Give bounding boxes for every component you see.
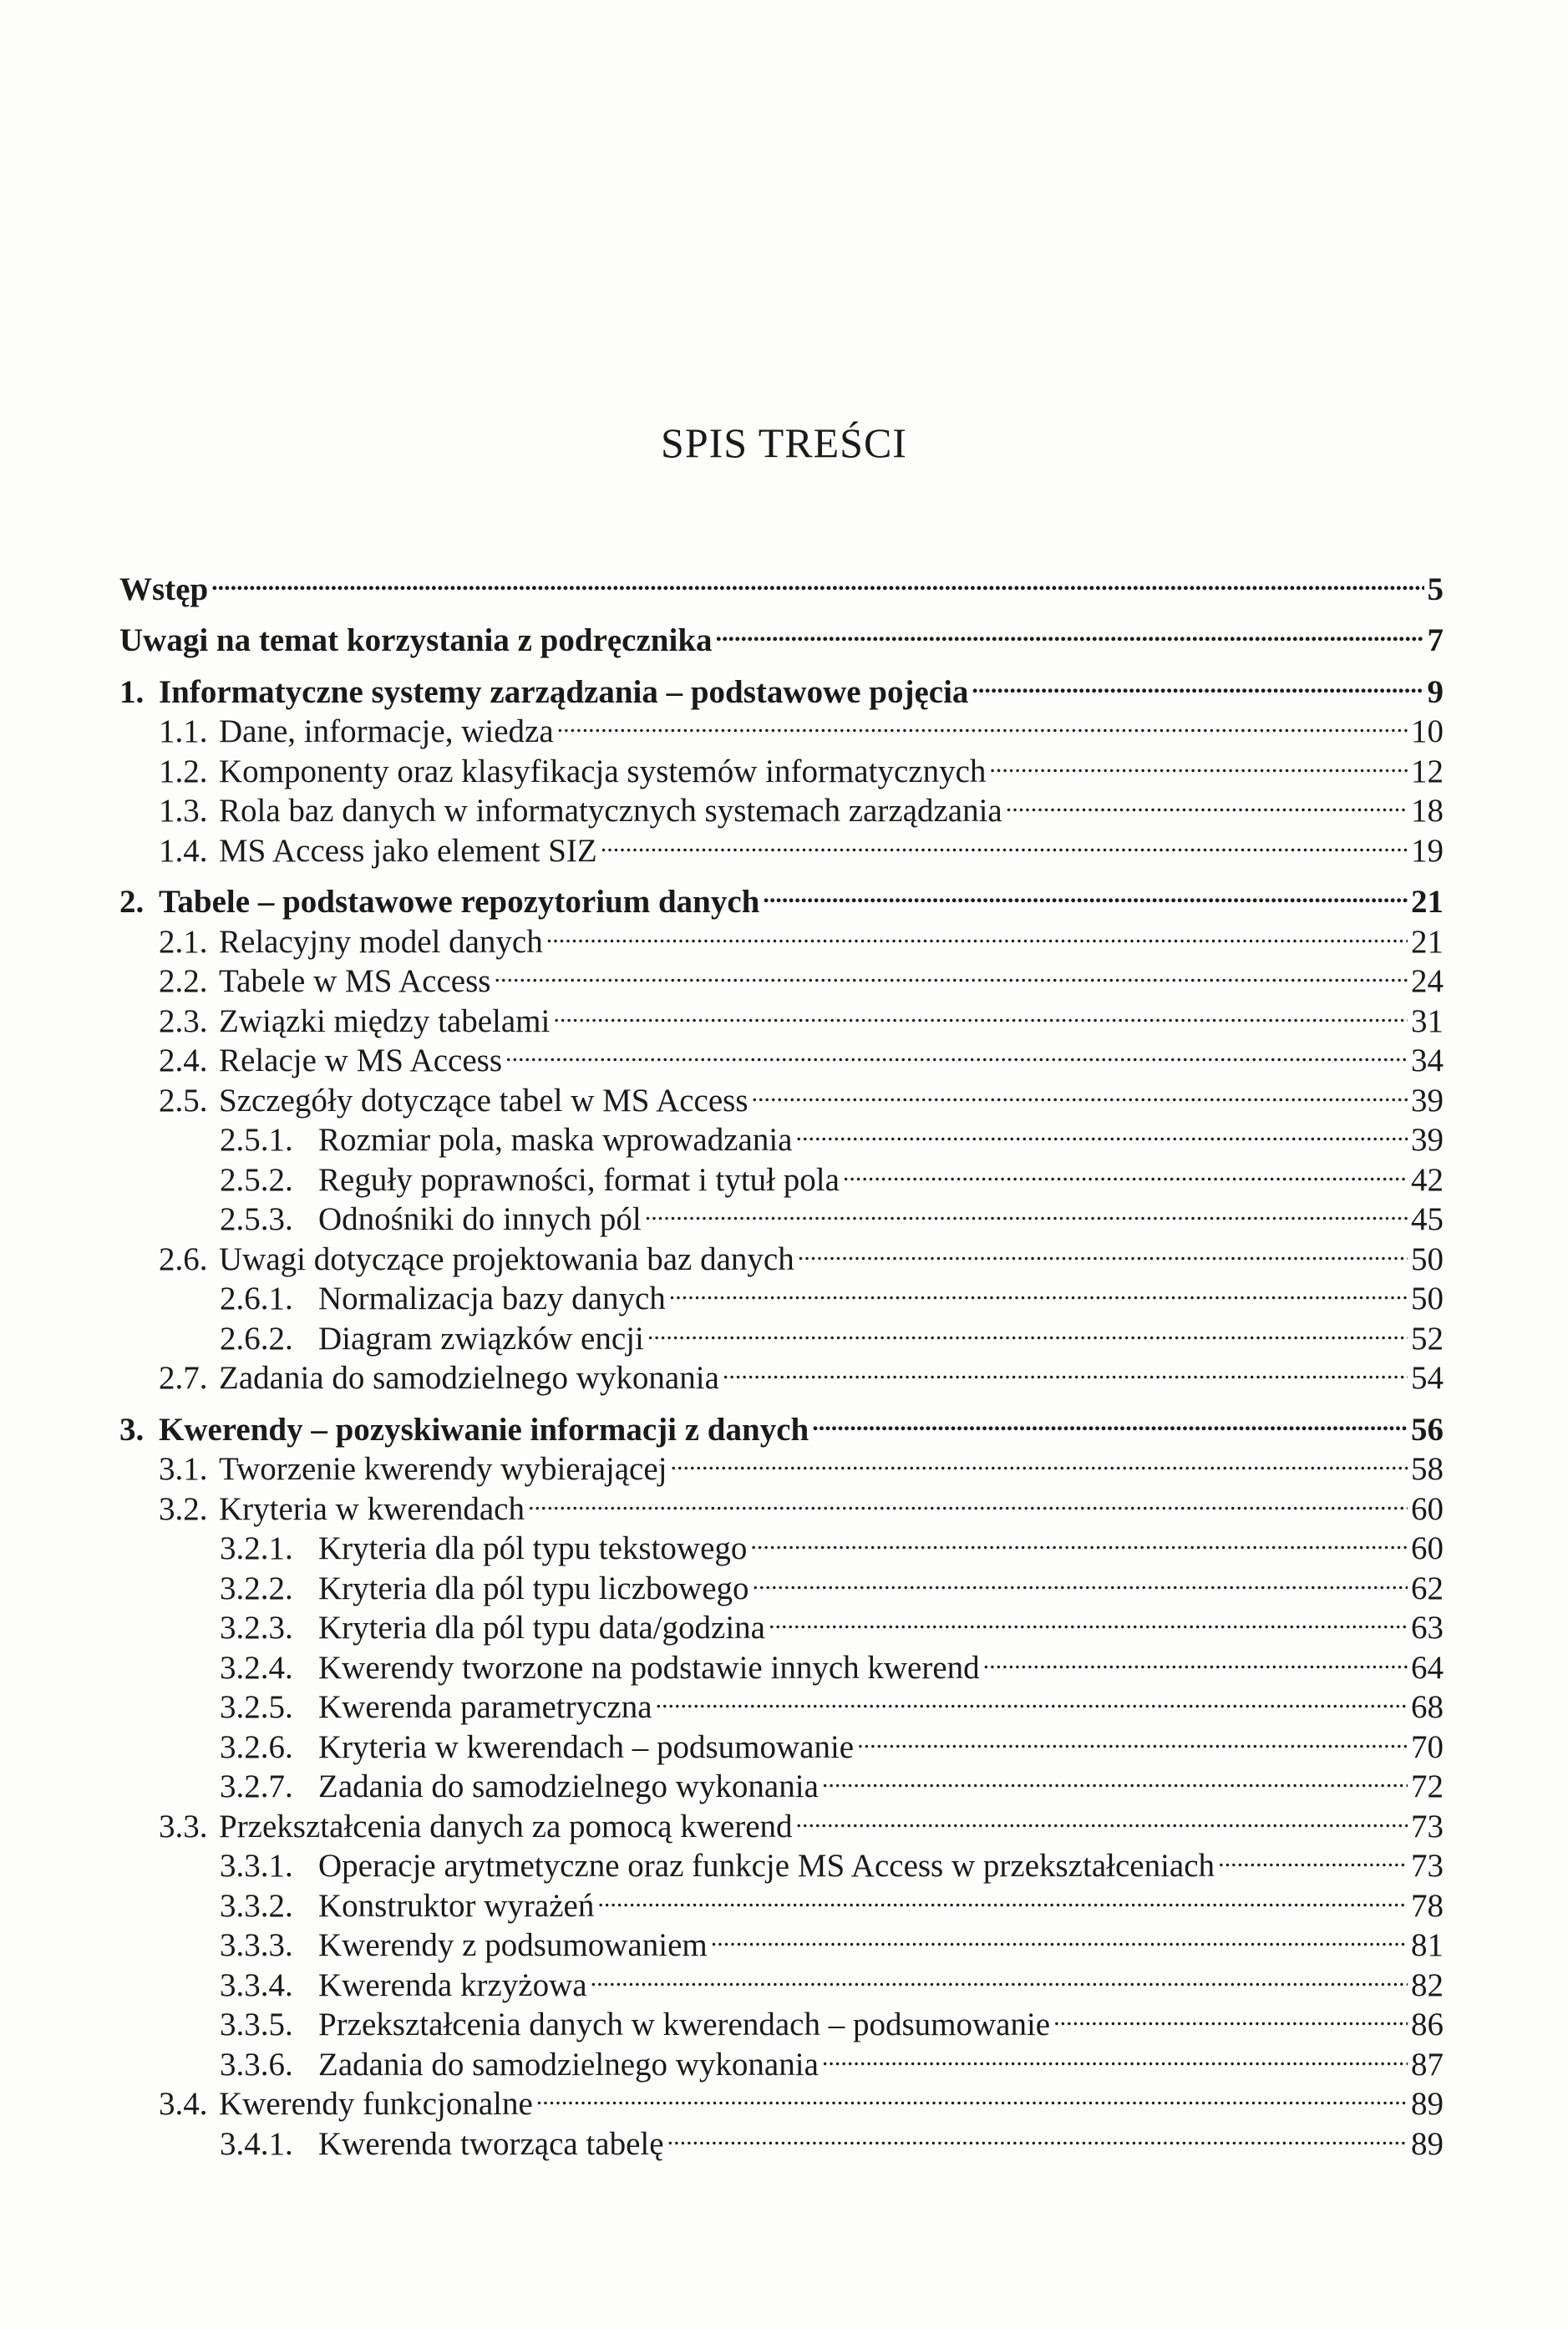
toc-entry-number: 1.2. — [159, 753, 208, 789]
toc-entry-page-number: 39 — [1411, 1082, 1444, 1119]
toc-entry-page-number: 45 — [1411, 1201, 1444, 1237]
toc-entry-number: 3.2.7. — [220, 1768, 293, 1804]
dot-leader — [557, 703, 1408, 743]
toc-entry-title: Dane, informacje, wiedza — [219, 713, 554, 749]
toc-entry-page-number: 10 — [1411, 713, 1444, 749]
toc-entry-page-number: 50 — [1411, 1241, 1444, 1277]
dot-leader — [972, 662, 1423, 703]
toc-entry-title: Informatyczne systemy zarządzania – podstawowe pojęcia — [159, 673, 969, 710]
dot-leader — [671, 1440, 1408, 1480]
toc-entry-title: Kryteria w kwerendach — [219, 1490, 525, 1527]
toc-entry-page-number: 5 — [1427, 571, 1444, 607]
toc-entry-number: 3.2. — [159, 1490, 208, 1527]
dot-leader — [669, 1270, 1408, 1310]
toc-entry-page-number: 72 — [1411, 1768, 1444, 1804]
dot-leader — [597, 1876, 1408, 1916]
toc-entry-page-number: 87 — [1411, 2046, 1444, 2083]
dot-leader — [857, 1718, 1408, 1758]
toc-entry-number: 1.3. — [159, 793, 208, 829]
toc-entry-number: 2.7. — [159, 1360, 208, 1396]
toc-entry-page-number: 60 — [1411, 1490, 1444, 1527]
toc-entry-page-number: 64 — [1411, 1649, 1444, 1686]
toc-entry-title: Kwerendy z podsumowaniem — [318, 1927, 708, 1963]
toc-entry-title: Przekształcenia danych w kwerendach – podsumowanie — [318, 2007, 1051, 2042]
dot-leader — [723, 1349, 1408, 1389]
toc-entry-title: Kryteria dla pól typu data/godzina — [318, 1610, 765, 1646]
toc-entry-title: Kwerenda krzyżowa — [318, 1966, 587, 2003]
dot-leader — [750, 1520, 1408, 1560]
toc-entry-title: Tabele w MS Access — [219, 963, 491, 999]
dot-leader — [822, 1758, 1408, 1798]
toc-entry-number: 3.3.1. — [220, 1848, 293, 1884]
toc-entry-number: 3.3.2. — [220, 1887, 293, 1924]
dot-leader — [546, 912, 1408, 952]
toc-entry-page-number: 50 — [1411, 1281, 1444, 1317]
toc-entry-number: 3.2.3. — [220, 1610, 293, 1646]
toc-entry — [119, 662, 1444, 710]
toc-entry-page-number: 42 — [1411, 1161, 1444, 1198]
toc-entry-number: 3.2.2. — [220, 1570, 293, 1606]
toc-entry-page-number: 73 — [1411, 1808, 1444, 1844]
toc-entry-number: 2.5.3. — [220, 1201, 293, 1237]
toc-entry — [119, 611, 1444, 658]
toc-entry-page-number: 21 — [1411, 884, 1444, 920]
toc-entry-page-number: 89 — [1411, 2086, 1444, 2122]
toc-entry-page-number: 73 — [1411, 1848, 1444, 1884]
toc-entry-title: Kryteria dla pól typu tekstowego — [318, 1530, 748, 1566]
dot-leader — [1006, 782, 1408, 822]
toc-entry-number: 3.3.6. — [220, 2046, 293, 2083]
dot-leader — [769, 1599, 1408, 1639]
toc-entry-page-number: 21 — [1411, 923, 1444, 960]
toc-entry-title: Kwerenda parametryczna — [318, 1689, 652, 1725]
toc-entry-title: Uwagi na temat korzystania z podręcznika — [119, 622, 713, 658]
dot-leader — [716, 611, 1424, 652]
toc-entry-title: Relacyjny model danych — [219, 923, 543, 960]
page-title: SPIS TREŚCI — [661, 419, 907, 466]
toc-entry-title: Kryteria dla pól typu liczbowego — [318, 1570, 749, 1606]
toc-entry-page-number: 24 — [1411, 963, 1444, 999]
toc-entry-number: 2.5.1. — [220, 1122, 293, 1158]
toc-entry-page-number: 52 — [1411, 1320, 1444, 1357]
dot-leader — [753, 1559, 1408, 1599]
dot-leader — [1218, 1837, 1408, 1877]
toc-entry-page-number: 60 — [1411, 1530, 1444, 1566]
toc-entry-page-number: 18 — [1411, 793, 1444, 829]
toc-entry-page-number: 81 — [1411, 1927, 1444, 1963]
toc-entry-page-number: 89 — [1411, 2125, 1444, 2162]
toc-entry-number: 3.4.1. — [220, 2125, 293, 2162]
toc-entry-page-number: 31 — [1411, 1002, 1444, 1039]
toc-entry-number: 2.6. — [159, 1241, 208, 1277]
toc-entry-title: Wstęp — [119, 571, 209, 607]
toc-entry-page-number: 78 — [1411, 1887, 1444, 1924]
toc-entry-title: MS Access jako element SIZ — [219, 832, 597, 869]
toc-entry-page-number: 7 — [1427, 622, 1444, 658]
toc-entry-title: Tworzenie kwerendy wybierającej — [219, 1451, 667, 1487]
toc-entry-number: 3. — [119, 1411, 145, 1448]
toc-entry-number: 2.5. — [159, 1082, 208, 1119]
dot-leader — [843, 1150, 1408, 1190]
toc-entry-page-number: 12 — [1411, 753, 1444, 789]
toc-entry-page-number: 86 — [1411, 2007, 1444, 2042]
toc-entry-title: Relacje w MS Access — [219, 1043, 503, 1078]
dot-leader — [647, 1309, 1408, 1349]
toc-entry-title: Zadania do samodzielnego wykonania — [318, 1768, 819, 1804]
toc-entry-title: Kryteria w kwerendach – podsumowanie — [318, 1728, 855, 1765]
toc-entry-page-number: 19 — [1411, 832, 1444, 869]
toc-entry-number: 3.2.4. — [220, 1649, 293, 1686]
dot-leader — [601, 821, 1408, 861]
toc-entry-number: 3.3.4. — [220, 1966, 293, 2003]
toc-entry-page-number: 82 — [1411, 1966, 1444, 2003]
dot-leader — [667, 2114, 1408, 2154]
toc-entry-title: Kwerendy funkcjonalne — [219, 2086, 533, 2122]
dot-leader — [528, 1479, 1408, 1520]
toc-entry-page-number: 56 — [1411, 1411, 1444, 1448]
toc-entry-page-number: 62 — [1411, 1570, 1444, 1606]
toc-entry-page-number: 63 — [1411, 1610, 1444, 1646]
dot-leader — [645, 1190, 1408, 1230]
toc-entry-title: Komponenty oraz klasyfikacja systemów informatycznych — [219, 753, 987, 789]
dot-leader — [536, 2075, 1408, 2115]
toc-entry-number: 2.3. — [159, 1002, 208, 1039]
dot-leader — [656, 1678, 1408, 1718]
dot-leader — [553, 992, 1408, 1032]
toc-entry-title: Normalizacja bazy danych — [318, 1281, 666, 1317]
toc-entry-number: 1. — [119, 673, 145, 710]
dot-leader — [812, 1400, 1408, 1440]
toc-entry — [119, 560, 1444, 607]
toc-entry-number: 3.2.1. — [220, 1530, 293, 1566]
toc-entry-title: Zadania do samodzielnego wykonania — [318, 2046, 819, 2083]
toc-entry-title: Kwerenda tworząca tabelę — [318, 2125, 664, 2162]
toc-entry-page-number: 54 — [1411, 1360, 1444, 1396]
toc-entry-title: Rozmiar pola, maska wprowadzania — [318, 1122, 793, 1158]
dot-leader — [763, 873, 1408, 913]
toc-entry-title: Konstruktor wyrażeń — [318, 1887, 595, 1924]
toc-entry-number: 2.2. — [159, 963, 208, 999]
dot-leader — [752, 1071, 1408, 1111]
dot-leader — [822, 2035, 1408, 2075]
toc-entry-title: Kwerendy – pozyskiwanie informacji z danych — [159, 1411, 809, 1448]
toc-entry-title: Operacje arytmetyczne oraz funkcje MS Access w przekształceniach — [318, 1848, 1215, 1884]
toc-entry-page-number: 9 — [1427, 673, 1444, 710]
toc-entry-title: Zadania do samodzielnego wykonania — [219, 1360, 719, 1396]
toc-entry-title: Uwagi dotyczące projektowania baz danych — [219, 1241, 794, 1277]
dot-leader — [494, 952, 1408, 992]
dot-leader — [798, 1230, 1408, 1270]
toc-entry-page-number: 68 — [1411, 1689, 1444, 1725]
toc-entry-page-number: 34 — [1411, 1043, 1444, 1078]
toc-entry-number: 2. — [119, 884, 145, 920]
toc-entry-title: Szczegóły dotyczące tabel w MS Access — [219, 1082, 748, 1119]
toc-entry-number: 2.6.1. — [220, 1281, 293, 1317]
toc-entry-title: Kwerendy tworzone na podstawie innych kwerend — [318, 1649, 980, 1686]
toc-entry-number: 3.3.5. — [220, 2007, 293, 2042]
toc-entry-number: 3.3. — [159, 1808, 208, 1844]
toc-entry-number: 2.4. — [159, 1043, 208, 1078]
dot-leader — [1053, 1996, 1408, 2036]
toc-entry-page-number: 58 — [1411, 1451, 1444, 1487]
dot-leader — [796, 1797, 1408, 1837]
dot-leader — [989, 742, 1408, 782]
dot-leader — [505, 1032, 1408, 1072]
toc-entry-page-number: 39 — [1411, 1122, 1444, 1158]
toc-entry-number: 2.1. — [159, 923, 208, 960]
toc-entry-page-number: 70 — [1411, 1728, 1444, 1765]
toc-entry-title: Tabele – podstawowe repozytorium danych — [159, 884, 760, 920]
toc-entry-title: Reguły poprawności, format i tytuł pola — [318, 1161, 840, 1198]
toc-entry-number: 2.6.2. — [220, 1320, 293, 1357]
dot-leader — [591, 1956, 1408, 1996]
toc-entry-title: Diagram związków encji — [318, 1320, 644, 1357]
toc-entry-number: 3.1. — [159, 1451, 208, 1487]
toc-entry-title: Związki między tabelami — [219, 1002, 551, 1039]
toc-entry — [119, 873, 1444, 920]
toc-entry — [119, 1400, 1444, 1448]
toc-entry-number: 3.4. — [159, 2086, 208, 2122]
table-of-contents — [119, 560, 1444, 2162]
dot-leader — [983, 1638, 1408, 1678]
toc-entry-number: 1.1. — [159, 713, 208, 749]
toc-entry-number: 3.2.6. — [220, 1728, 293, 1765]
toc-entry-number: 3.2.5. — [220, 1689, 293, 1725]
toc-entry-number: 3.3.3. — [220, 1927, 293, 1963]
toc-entry-number: 1.4. — [159, 832, 208, 869]
toc-entry-title: Rola baz danych w informatycznych systemach zarządzania — [219, 793, 1002, 829]
toc-entry-number: 2.5.2. — [220, 1161, 293, 1198]
toc-entry-title: Przekształcenia danych za pomocą kwerend — [219, 1808, 793, 1844]
dot-leader — [211, 560, 1423, 600]
dot-leader — [795, 1111, 1408, 1151]
dot-leader — [711, 1916, 1408, 1956]
toc-entry-title: Odnośniki do innych pól — [318, 1201, 642, 1237]
